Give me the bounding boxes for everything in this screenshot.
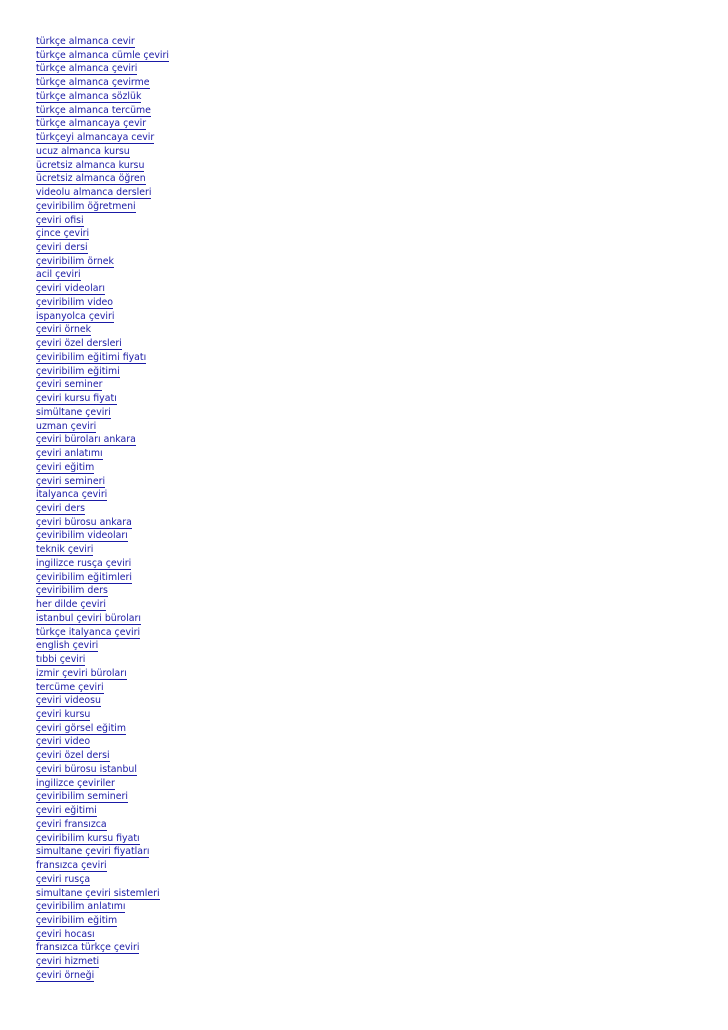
keyword-link[interactable]: istanbul çeviri büroları bbox=[36, 612, 141, 624]
keyword-link[interactable]: ingilizce rusça çeviri bbox=[36, 557, 132, 569]
keyword-link[interactable]: çeviri semineri bbox=[36, 475, 106, 487]
keyword-link[interactable]: italyanca çeviri bbox=[36, 489, 108, 501]
list-item bbox=[36, 609, 169, 623]
keyword-link[interactable]: çeviri özel dersi bbox=[36, 750, 110, 762]
list-item bbox=[36, 938, 169, 952]
keyword-link[interactable]: her dilde çeviri bbox=[36, 599, 106, 611]
list-item bbox=[36, 169, 169, 183]
keyword-link[interactable]: çeviri seminer bbox=[36, 379, 103, 391]
keyword-link[interactable]: çeviri hizmeti bbox=[36, 956, 100, 968]
keyword-link[interactable]: çeviri örneği bbox=[36, 969, 95, 981]
keyword-link[interactable]: çeviri video bbox=[36, 736, 91, 748]
list-item bbox=[36, 568, 169, 582]
list-item bbox=[36, 623, 169, 637]
keyword-link[interactable]: türkçe almanca cümle çeviri bbox=[36, 49, 169, 61]
keyword-link[interactable]: teknik çeviri bbox=[36, 544, 94, 556]
keyword-link[interactable]: simültane çeviri bbox=[36, 406, 111, 418]
list-item bbox=[36, 842, 169, 856]
keyword-link[interactable]: çeviribilim eğitimi bbox=[36, 365, 120, 377]
keyword-link[interactable]: çeviri kursu bbox=[36, 708, 91, 720]
list-item bbox=[36, 664, 169, 678]
list-item bbox=[36, 348, 169, 362]
keyword-link[interactable]: çeviribilim videoları bbox=[36, 530, 128, 542]
keyword-link[interactable]: simultane çeviri sistemleri bbox=[36, 887, 160, 899]
keyword-link[interactable]: türkçe almanca cevir bbox=[36, 36, 135, 47]
keyword-link[interactable]: çeviri anlatımı bbox=[36, 448, 103, 460]
keyword-link[interactable]: çeviri örnek bbox=[36, 324, 92, 336]
keyword-link[interactable]: çeviribilim eğitimleri bbox=[36, 571, 132, 583]
keyword-link[interactable]: çeviri büroları ankara bbox=[36, 434, 136, 446]
keyword-link[interactable]: çeviribilim anlatımı bbox=[36, 901, 126, 913]
keyword-link[interactable]: simultane çeviri fiyatları bbox=[36, 846, 150, 858]
list-item bbox=[36, 485, 169, 499]
keyword-link[interactable]: çeviri videosu bbox=[36, 695, 101, 707]
list-item bbox=[36, 650, 169, 664]
keyword-link[interactable]: ücretsiz almanca kursu bbox=[36, 159, 145, 171]
list-item bbox=[36, 678, 169, 692]
keyword-link[interactable]: videolu almanca dersleri bbox=[36, 187, 152, 199]
keyword-link[interactable]: çeviribilim video bbox=[36, 296, 114, 308]
list-item bbox=[36, 829, 169, 843]
list-item bbox=[36, 705, 169, 719]
list-item bbox=[36, 760, 169, 774]
keyword-link[interactable]: izmir çeviri büroları bbox=[36, 667, 127, 679]
list-item bbox=[36, 73, 169, 87]
list-item bbox=[36, 884, 169, 898]
list-item bbox=[36, 719, 169, 733]
keyword-link[interactable]: çince çeviri bbox=[36, 228, 90, 240]
list-item bbox=[36, 128, 169, 142]
list-item bbox=[36, 101, 169, 115]
keyword-link[interactable]: çeviribilim semineri bbox=[36, 791, 128, 803]
list-item bbox=[36, 595, 169, 609]
list-item bbox=[36, 334, 169, 348]
list-item bbox=[36, 581, 169, 595]
keyword-link[interactable]: ucuz almanca kursu bbox=[36, 145, 130, 157]
keyword-link[interactable]: çeviri eğitim bbox=[36, 461, 95, 473]
keyword-link[interactable]: türkçe almanca sözlük bbox=[36, 90, 142, 102]
keyword-link[interactable]: türkçe almanca çeviri bbox=[36, 63, 138, 75]
keyword-link[interactable]: çeviribilim kursu fiyatı bbox=[36, 832, 140, 844]
keyword-link[interactable]: türkçe almanca tercüme bbox=[36, 104, 151, 116]
keyword-link[interactable]: english çeviri bbox=[36, 640, 99, 652]
list-item bbox=[36, 183, 169, 197]
list-item bbox=[36, 224, 169, 238]
list-item bbox=[36, 815, 169, 829]
list-item bbox=[36, 307, 169, 321]
list-item bbox=[36, 389, 169, 403]
list-item bbox=[36, 787, 169, 801]
keyword-link[interactable]: ispanyolca çeviri bbox=[36, 310, 115, 322]
keyword-link[interactable]: çeviri fransızca bbox=[36, 818, 107, 830]
keyword-link[interactable]: türkçe italyanca çeviri bbox=[36, 626, 141, 638]
keyword-link[interactable]: türkçe almancaya çevir bbox=[36, 118, 147, 130]
keyword-link[interactable]: fransızca çeviri bbox=[36, 860, 107, 872]
keyword-link[interactable]: çeviri eğitimi bbox=[36, 805, 97, 817]
keyword-link[interactable]: çeviribilim eğitimi fiyatı bbox=[36, 351, 147, 363]
list-item bbox=[36, 46, 169, 60]
keyword-link[interactable]: çeviri dersi bbox=[36, 242, 88, 254]
list-item bbox=[36, 513, 169, 527]
list-item bbox=[36, 403, 169, 417]
list-item bbox=[36, 774, 169, 788]
keyword-link[interactable]: çeviri ofisi bbox=[36, 214, 84, 226]
keyword-link[interactable]: acil çeviri bbox=[36, 269, 81, 281]
keyword-link[interactable]: çeviribilim eğitim bbox=[36, 915, 118, 926]
list-item bbox=[36, 472, 169, 486]
list-item bbox=[36, 444, 169, 458]
keyword-link[interactable]: ücretsiz almanca öğren bbox=[36, 173, 146, 185]
keyword-link[interactable]: türkçe almanca çevirme bbox=[36, 77, 150, 89]
list-item bbox=[36, 430, 169, 444]
keyword-link[interactable]: çeviri bürosu ankara bbox=[36, 516, 132, 528]
list-item bbox=[36, 911, 169, 925]
keyword-link[interactable]: çeviribilim öğretmeni bbox=[36, 200, 136, 212]
keyword-link[interactable]: çeviri ders bbox=[36, 502, 85, 514]
keyword-link[interactable]: uzman çeviri bbox=[36, 420, 97, 432]
list-item bbox=[36, 554, 169, 568]
keyword-link-list bbox=[36, 32, 169, 980]
list-item bbox=[36, 966, 169, 980]
keyword-link[interactable]: çeviri videoları bbox=[36, 283, 105, 295]
keyword-link[interactable]: tercüme çeviri bbox=[36, 681, 104, 693]
list-item bbox=[36, 238, 169, 252]
list-item bbox=[36, 279, 169, 293]
list-item bbox=[36, 156, 169, 170]
list-item bbox=[36, 32, 169, 46]
keyword-link[interactable]: çeviri hocası bbox=[36, 928, 95, 940]
keyword-link[interactable]: çeviri kursu fiyatı bbox=[36, 393, 117, 405]
keyword-link[interactable]: çeviri rusça bbox=[36, 873, 91, 885]
keyword-link[interactable]: ingilizce çeviriler bbox=[36, 777, 115, 789]
list-item bbox=[36, 362, 169, 376]
keyword-link[interactable]: fransızca türkçe çeviri bbox=[36, 942, 140, 954]
list-item bbox=[36, 252, 169, 266]
list-item bbox=[36, 293, 169, 307]
keyword-link[interactable]: çeviri bürosu istanbul bbox=[36, 763, 137, 775]
list-item bbox=[36, 526, 169, 540]
keyword-link[interactable]: tıbbi çeviri bbox=[36, 654, 86, 666]
keyword-link[interactable]: türkçeyi almancaya cevir bbox=[36, 132, 155, 144]
keyword-link[interactable]: çeviribilim örnek bbox=[36, 255, 114, 267]
keyword-link[interactable]: çeviribilim ders bbox=[36, 585, 108, 597]
keyword-link[interactable]: çeviri görsel eğitim bbox=[36, 722, 127, 734]
keyword-link[interactable]: çeviri özel dersleri bbox=[36, 338, 122, 350]
list-item bbox=[36, 746, 169, 760]
